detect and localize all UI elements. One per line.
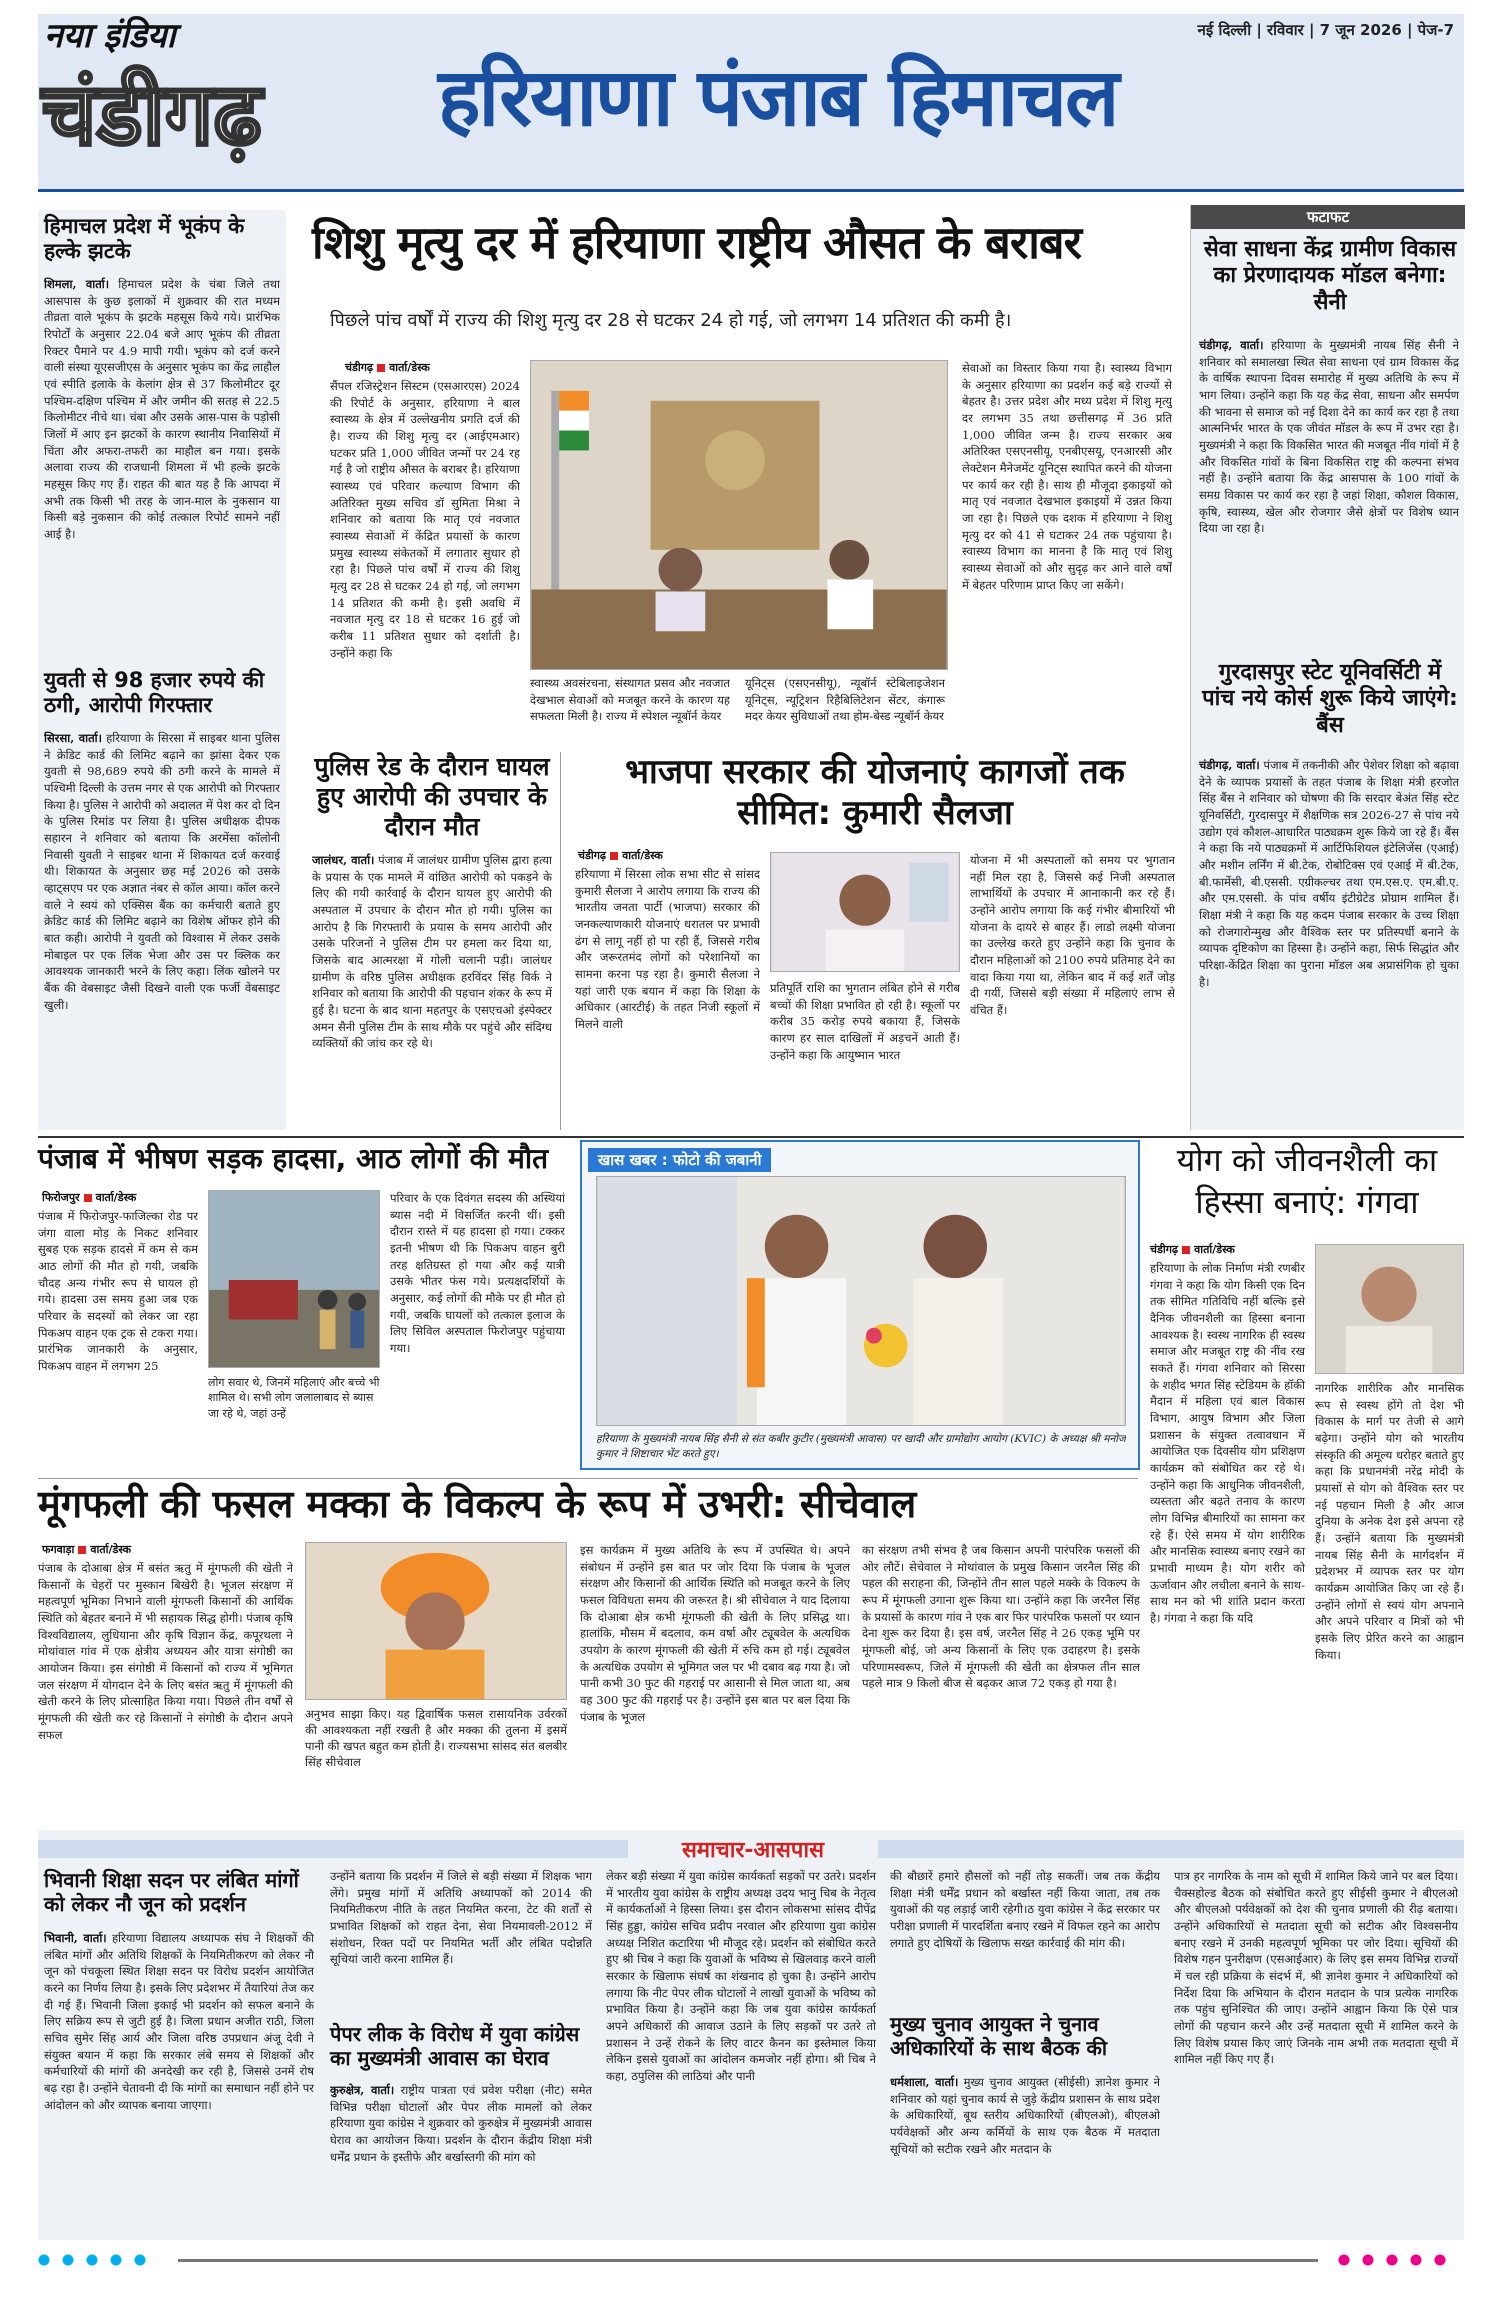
selja-byline: चंडीगढ़ वार्ता/डेस्क	[578, 849, 663, 862]
region-title: हरियाणा पंजाब हिमाचल	[438, 51, 1118, 144]
dateline: नई दिल्ली | रविवार | 7 जून 2026 | पेज-7	[1197, 21, 1454, 39]
peanut-caption: अनुभव साझा किए। यह द्विवार्षिक फसल रासायनिक उर्वरकों की आवश्यकता नहीं रखती है और मक्का की तुलना में इसमें पानी की खपत बहुत कम होती है। राज्यसभा सांसद संत बलबीर सिंह सीचेवाल	[305, 1707, 567, 1770]
photo-image	[596, 1176, 1126, 1426]
samachar-banner: समाचार-आसपास	[682, 1838, 824, 1863]
photo-caption: हरियाणा के मुख्यमंत्री नायब सिंह सैनी से संत कबीर कुटीर (मुख्यमंत्री आवास) पर खादी और ग्रामोद्योग आयोग (KVIC) के अध्यक्ष श्री मनोज कुमार ने शिष्टाचार भेंट करते हुए।	[596, 1433, 1126, 1460]
samachar-bar-right	[878, 1840, 1464, 1858]
peanut-col3: इस कार्यक्रम में मुख्य अतिथि के रूप में उपस्थित थे। अपने संबोधन में उन्होंने इस बात पर जोर दिया कि पंजाब के भूजल संरक्षण और किसानों की आर्थिक स्थिति को मजबूत करने के लिए फसल विविधता समय की जरूरत है। श्री सीचेवाल ने याद दिलाया कि दोआबा क्षेत्र कभी मूंगफली की खेती के लिए प्रसिद्ध था। हालांकि, मौसम में बदलाव, कम वर्षा और ट्यूबवेल के अत्यधिक उपयोग के कारण मूंगफली की खेती में रुचि कम हो गई। ट्यूबवेल के अत्यधिक उपयोग से भूमिगत जल पर भी दबाव बढ़ गया है। जो पानी कभी 30 फुट की गहराई पर आसानी से मिल जाता था, अब वह 300 फुट की गहराई पर है। उन्होंने इस बात पर बल दिया कि पंजाब के भूजल	[580, 1543, 850, 1724]
fatafat-h2: गुरदासपुर स्टेट यूनिवर्सिटी में पांच नये कोर्स शुरू किये जाएंगे: बैंस	[1202, 660, 1458, 738]
footer-registration	[38, 2250, 1464, 2270]
cmyk-dots-left	[38, 2254, 158, 2266]
greeting-photo-icon	[597, 1177, 1125, 1425]
lead-photo	[530, 360, 948, 670]
lead-col4: सेवाओं का विस्तार किया गया है। स्वास्थ्य विभाग के अनुसार हरियाणा का प्रदर्शन कई बड़े राज्यों से बेहतर है। उत्तर प्रदेश और मध्य प्रदेश में शिशु मृत्यु दर लगभग 35 तथा छत्तीसगढ़ में 36 प्रति 1,000 जीवित जन्म है। राज्य सरकार अब अतिरिक्त एसएनसीयू, एनबीएसयू, एनआरसी और लेक्टेशन मैनेजमेंट यूनिट्स स्थापित करने की योजना पर कार्य कर रही है। साथ ही मौजूदा इकाइयों को मातृ एवं नवजात देखभाल इकाइयों में उन्नत किया जा रहा है। पिछले एक दशक में हरियाणा ने शिशु मृत्यु दर को 41 से घटाकर 24 तक पहुंचाया है। स्वास्थ्य विभाग का मानना है कि मातृ एवं शिशु स्वास्थ्य सेवाओं को और सुदृढ़ कर आने वाले वर्षों में बेहतर परिणाम प्राप्त किए जा सकेंगे।	[962, 361, 1172, 592]
yoga-headline: योग को जीवनशैली का हिस्सा बनाएं: गंगवा	[1176, 1141, 1438, 1221]
left-column	[38, 210, 286, 1130]
photo-banner: खास खबर : फोटो की जबानी	[588, 1148, 771, 1172]
photo-box	[580, 1140, 1140, 1470]
accident-col3: परिवार के एक दिवंगत सदस्य की अस्थियां ब्यास नदी में विसर्जित करनी थीं। इसी दौरान रास्ते में यह हादसा हो गया। टक्कर इतनी भीषण थी कि पिकअप वाहन बुरी तरह क्षतिग्रस्त हो गया और कई यात्री उसके भीतर फंस गये। प्रत्यक्षदर्शियों के अनुसार, कई लोगों की मौके पर ही मौत हो गयी, जबकि घायलों को तत्काल इलाज के लिए सिविल अस्पताल फिरोजपुर पहुंचाया गया।	[390, 1191, 565, 1356]
selja-headline: भाजपा सरकार की योजनाएं कागजों तक सीमित: कुमारी सैलजा	[625, 752, 1125, 833]
fatafat-b1: चंडीगढ़, वार्ता। हरियाणा के मुख्यमंत्री नायब सिंह सैनी ने शनिवार को समालखा स्थित सेवा साधना एवं ग्राम विकास केंद्र के वार्षिक स्थापना दिवस समारोह में मुख्य अतिथि के रूप में भाग लिया। उन्होंने कहा कि यह केंद्र सेवा, साधना और समर्पण की भावना से समाज को नई दिशा देने का कार्य कर रहा है तथा आत्मनिर्भर भारत के एक जीवंत मॉडल के रूप में उभर रहा है। मुख्यमंत्री ने कहा कि विकसित भारत की मजबूत नींव गांवों में है और विकसित गांवों के बिना विकसित राष्ट्र की कल्पना संभव नहीं है। उन्होंने बताया कि केंद्र आसपास के 100 गांवों के समग्र विकास पर कार्य कर रहा है जहां शिक्षा, कौशल विकास, कृषि, स्वास्थ्य, खेल और रोजगार जैसे क्षेत्रों पर विशेष ध्यान दिया जा रहा है।	[1199, 338, 1459, 536]
s1-headline: भिवानी शिक्षा सदन पर लंबित मांगों को लेकर नौ जून को प्रदर्शन	[44, 1868, 299, 1916]
selja-photo	[770, 852, 960, 972]
lead-col1: सैंपल रजिस्ट्रेशन सिस्टम (एसआरएस) 2024 की रिपोर्ट के अनुसार, हरियाणा ने बाल स्वास्थ्य के क्षेत्र में उल्लेखनीय प्रगति दर्ज की है। राज्य की शिशु मृत्यु दर (आईएमआर) घटकर प्रति 1,000 जीवित जन्मों पर 24 रह गई है जो राष्ट्रीय औसत के बराबर है। हरियाणा स्वास्थ्य एवं परिवार कल्याण विभाग की अतिरिक्त मुख्य सचिव डॉ सुमिता मिश्रा ने शनिवार को बताया कि मातृ एवं नवजात स्वास्थ्य सेवाओं में केंद्रित प्रयासों के कारण प्रमुख स्वास्थ्य संकेतकों में लगातार सुधार हो रहा है। पिछले पांच वर्षों में राज्य की शिशु मृत्यु दर 28 से घटकर 24 हो गई, जो लगभग 14 प्रतिशत की कमी है। इसी अवधि में नवजात मृत्यु दर 18 से घटकर 16 हुई जो करीब 11 प्रतिशत सुधार को दर्शाती है। उन्होंने कहा कि	[330, 379, 520, 660]
yoga-byline: चंडीगढ़ वार्ता/डेस्क	[1150, 1243, 1235, 1256]
divider-v1	[560, 752, 561, 1130]
s3-col5: पात्र हर नागरिक के नाम को सूची में शामिल किये जाने पर बल दिया। चैक्सहोल्ड बैठक को संबोधित करते हुए सीईसी कुमार ने बीएलओ और बीएलओ पर्यवेक्षकों को देश की चुनाव प्रणाली की रीढ़ बताया। उन्होंने अधिकारियों से मतदाता सूची को सटीक और विश्वसनीय बनाए रखने में उनकी महत्वपूर्ण भूमिका पर जोर दिया। सूचियों की विशेष गहन पुनरीक्षण (एसआईआर) के लिए इस समय विभिन्न राज्यों में चल रही प्रक्रिया के संदर्भ में, श्री ज्ञानेश कुमार ने अधिकारियों को निर्देश दिया कि अभियान के दौरान मतदान के पात्र प्रत्येक नागरिक तक पहुंच सुनिश्चित की जाए। उन्होंने आह्वान किया कि ऐसे पात्र लोगों की पहचान करने और उन्हें मतदाता सूची में शामिल करने के लिए विशेष प्रयास किए जाएं जिनके नाम अभी तक मतदाता सूची में शामिल नहीं किए गए हैं।	[1174, 1869, 1458, 2067]
accident-headline: पंजाब में भीषण सड़क हादसा, आठ लोगों की मौत	[38, 1142, 549, 1175]
story2-headline: युवती से 98 हजार रुपये की ठगी, आरोपी गिरफ्तार	[44, 668, 265, 718]
accident-caption: लोग सवार थे, जिनमें महिलाएं और बच्चे भी शामिल थे। सभी लोग जलालाबाद से ब्यास जा रहे थे, जहां उन्हें	[208, 1376, 380, 1420]
lead-under2: यूनिट्स (एसएनसीयू), न्यूबॉर्न स्टेबिलाइजेशन यूनिट्स, न्यूट्रिशन रिहैबिलिटेशन सेंटर, कंगारू मदर केयर सुविधाओं तथा होम-बेस्ड न्यूबॉर्न केयर	[745, 676, 945, 724]
samachar-section	[38, 1830, 1464, 2240]
s2-headline: पेपर लीक के विरोध में युवा कांग्रेस का मुख्यमंत्री आवास का घेराव	[330, 2022, 580, 2070]
story1-body: शिमला, वार्ता। हिमाचल प्रदेश के चंबा जिले तथा आसपास के कुछ इलाकों में शुक्रवार की रात मध्यम तीव्रता वाले भूकंप के झटके महसूस किये गये। प्रारंभिक रिपोर्टों के अनुसार 22.04 बजे आए भूकंप की तीव्रता रिक्टर पैमाने पर 4.9 मापी गयी। भूकंप को दर्ज करने वाली संस्था यूएसजीएस के अनुसार भूकंप का केंद्र लाहौल एवं स्पीति इलाके के केलांग क्षेत्र से 37 किलोमीटर दूर पश्चिम-दक्षिण पश्चिम में और जमीन की सतह से 22.5 किलोमीटर नीचे था। चंबा और उसके आस-पास के पड़ोसी जिलों में आए इन झटकों के कारण स्थानीय निवासियों में चिंता और अफरा-तफरी का माहौल बन गया। इसके अलावा राज्य की राजधानी शिमला में भी हल्के झटके महसूस किए गए हैं। राहत की बात यह है कि आपदा में अभी तक किसी भी तरह के जान-माल के नुकसान या किसी बड़े नुकसान की कोई तत्काल रिपोर्ट सामने नहीं आई है।	[44, 277, 280, 542]
portrait-photo-icon	[306, 1543, 566, 1699]
divider-h1	[38, 1136, 1464, 1138]
peanut-photo	[305, 1542, 567, 1700]
fatafat-b2: चंडीगढ़, वार्ता। पंजाब में तकनीकी और पेशेवर शिक्षा को बढ़ावा देने के व्यापक प्रयासों के तहत पंजाब के शिक्षा मंत्री हरजोत सिंह बैंस ने शनिवार को घोषणा की कि सरदार बेअंत सिंह स्टेट यूनिवर्सिटी, गुरदासपुर में शैक्षणिक सत्र 2026-27 से पांच नये उद्योग एवं कौशल-आधारित पाठ्यक्रम शुरू किये जा रहे हैं। बैंस ने कहा कि नये पाठ्यक्रमों में आर्टिफिशियल इंटेलिजेंस (एआई) और मशीन लर्निंग में बी.टेक, रोबोटिक्स एवं एआई में बी.टेक, बी.फार्मेसी, बी.एससी. एग्रीकल्चर तथा एम.एस.ए. एम.बी.ए. और एम.एससी. के पांच वर्षीय इंटीग्रेटेड प्रोग्राम शामिल हैं। शिक्षा मंत्री ने कहा कि यह कदम पंजाब सरकार के उच्च शिक्षा को रोजगारोन्मुख और वैश्विक स्तर पर प्रतिस्पर्धी बनाने के व्यापक दृष्टिकोण का हिस्सा है। उन्होंने कहा, सिर्फ सिद्धांत और परिक्षा-केंद्रित शिक्षा का पुराना मॉडल अब अप्रासंगिक हो चुका है।	[1199, 758, 1459, 989]
cmyk-dots-right	[1338, 2254, 1458, 2266]
s2-col3: लेकर बड़ी संख्या में युवा कांग्रेस कार्यकर्ता सड़कों पर उतरे। प्रदर्शन में भारतीय युवा कांग्रेस के राष्ट्रीय अध्यक्ष उदय भानु चिब के नेतृत्व में कार्यकर्ताओं ने हिस्सा लिया। इस दौरान लोकसभा सांसद दीपेंद्र सिंह हुड्डा, कांग्रेस सचिव प्रदीप नरवाल और हरियाणा युवा कांग्रेस अध्यक्ष निशित कटारिया भी मौजूद रहे। प्रदर्शन को संबोधित करते हुए श्री चिब ने कहा कि युवाओं के भविष्य से खिलवाड़ करने वाली सरकार के खिलाफ संघर्ष का शंखनाद हो चुका है। उन्होंने आरोप लगाया कि नीट पेपर लीक घोटालों ने लाखों युवाओं के भविष्य को प्रभावित किया है। उन्होंने कहा कि जब युवा कांग्रेस कार्यकर्ता अपने अधिकारों की आवाज उठाने के लिए सड़कों पर उतरे तो प्रशासन ने उन्हें रोकने के लिए वाटर कैनन का इस्तेमाल किया लेकिन इससे युवाओं का आंदोलन कमजोर नहीं होगा। श्री चिब ने कहा, ठपुलिस की लाठियां और पानी	[606, 1869, 876, 2084]
fatafat-column	[1190, 205, 1464, 1130]
s1-col2: उन्होंने बताया कि प्रदर्शन में जिले से बड़ी संख्या में शिक्षक भाग लेंगे। प्रमुख मांगों में अतिथि अध्यापकों को 2014 की नियमितीकरण नीति के तहत नियमित करना, टेट की शर्तों से प्रभावित शिक्षकों को राहत देना, सेवा नियमावली-2012 में संशोधन, रिक्त पदों पर नियमित भर्ती और लंबित पदोन्नति सूचियां जारी करना शामिल हैं।	[330, 1869, 592, 1967]
samachar-bar-left	[38, 1840, 628, 1858]
yoga-col2: नागरिक शारीरिक और मानसिक रूप से स्वस्थ होंगे तो देश भी विकास के मार्ग पर तेजी से आगे बढ़ेगा। उन्होंने योग को भारतीय संस्कृति की अमूल्य धरोहर बताते हुए कहा कि प्रधानमंत्री नरेंद्र मोदी के प्रयासों से योग को वैश्विक स्तर पर नई पहचान मिली है और आज दुनिया के अनेक देश इसे अपना रहे हैं। उन्होंने बताया कि मुख्यमंत्री नायब सिंह सैनी के मार्गदर्शन में प्रदेशभर में व्यापक स्तर पर योग कार्यक्रम आयोजित किए जा रहे हैं। उन्होंने लोगों से स्वयं योग अपनाने और अपने परिवार व मित्रों को भी इसके लिए प्रेरित करने का आह्वान किया।	[1315, 1381, 1464, 1662]
story2-body: सिरसा, वार्ता। हरियाणा के सिरसा में साइबर थाना पुलिस ने क्रेडिट कार्ड की लिमिट बढ़ाने का झांसा देकर एक युवती से 98,689 रुपये की ठगी करने के मामले में पश्चिमी दिल्ली के उत्तम नगर से एक आरोपी को गिरफ्तार किया है। पुलिस ने आरोपी को अदालत में पेश कर दो दिन के पुलिस रिमांड पर लिया है। पुलिस अधीक्षक दीपक सहारन ने शनिवार को बताया कि अरमेंसा कॉलोनी निवासी युवती ने साइबर थाना में शिकायत दर्ज करवाई थी। शिकायत के अनुसार छह मई 2026 को उसके व्हाट्सएप पर एक अज्ञात नंबर से कॉल आया। कॉल करने वाले ने स्वयं को एक्सिस बैंक का कर्मचारी बताते हुए क्रेडिट कार्ड की लिमिट बढ़ाने का विशेष ऑफर होने की बात कही। आरोपी ने युवती को विश्वास में लेकर उसके मोबाइल पर एक लिंक भेजा और उस पर क्लिक कर आवश्यक जानकारी भरने के लिए कहा। लिंक खोलने पर बैंक की वेबसाइट जैसी दिखने वाली एक फर्जी वेबसाइट खुली।	[44, 731, 280, 1012]
accident-scene-icon	[209, 1191, 379, 1367]
footer-rule	[178, 2259, 1318, 2262]
accident-byline: फिरोजपुर वार्ता/डेस्क	[42, 1191, 137, 1204]
s1-col1: भिवानी, वार्ता। हरियाणा विद्यालय अध्यापक संघ ने शिक्षकों की लंबित मांगों और अतिथि शिक्षकों के नियमितीकरण को लेकर नौ जून को पंचकूला स्थित शिक्षा सदन पर विरोध प्रदर्शन आयोजित करने का निर्णय लिया है। इसके लिए प्रदेशभर में तैयारियां तेज कर दी गई हैं। भिवानी जिला इकाई भी प्रदर्शन को सफल बनाने के लिए सक्रिय रूप से जुटी हुई है। जिला प्रधान अजीत राठी, जिला सचिव सुमेर सिंह आर्य और जिला वरिष्ठ उपप्रधान अंजू देवी ने संयुक्त बयान में कहा कि सरकार लंबे समय से शिक्षकों और कर्मचारियों की मांगों की अनदेखी कर रही है, जिससे उनमें रोष बढ़ रहा है। उन्होंने चेतावनी दी कि मांगों का समाधान नहीं होने पर आंदोलन को और व्यापक बनाया जाएगा।	[44, 1931, 314, 2112]
selja-col1: हरियाणा में सिरसा लोक सभा सीट से सांसद कुमारी सैलजा ने आरोप लगाया कि राज्य की भारतीय जनता पार्टी (भाजपा) सरकार की जनकल्याणकारी योजनाएं धरातल पर प्रभावी ढंग से लागू नहीं हो पा रही हैं, जिससे गरीब और जरूरतमंद लोगों को परेशानियों का सामना करना पड़ रहा है। कुमारी सैलजा ने यहां जारी एक बयान में कहा कि शिक्षा के अधिकार (आरटीई) के तहत निजी स्कूलों में मिलने वाली	[575, 867, 760, 1032]
lead-subhead: पिछले पांच वर्षों में राज्य की शिशु मृत्यु दर 28 से घटकर 24 हो गई, जो लगभग 14 प्रतिशत की कमी है।	[330, 310, 1012, 331]
accident-photo	[208, 1190, 380, 1368]
selja-col2: प्रतिपूर्ति राशि का भुगतान लंबित होने से गरीब बच्चों की शिक्षा प्रभावित हो रही है। स्कूलों पर करीब 35 करोड़ रुपये बकाया हैं, जिसके कारण हर साल दाखिलों में अड़चनें आती हैं। उन्होंने कहा कि आयुष्मान भारत	[770, 981, 960, 1062]
peanut-headline: मूंगफली की फसल मक्का के विकल्प के रूप में उभरी: सीचेवाल	[38, 1482, 917, 1526]
fatafat-tag: फटाफट	[1191, 205, 1465, 229]
s3-col4: धर्मशाला, वार्ता। मुख्य चुनाव आयुक्त (सीईसी) ज्ञानेश कुमार ने शनिवार को यहां चुनाव कार्य से जुड़े केंद्रीय प्रशासन के साथ प्रदेश के अधिकारियों, बूथ स्तरीय अधिकारियों (बीएलओ), बीएलओ पर्यवेक्षकों और अन्य कर्मियों के साथ एक बैठक में मतदाता सूचियों को सटीक रखने और मतदान के	[890, 2075, 1160, 2156]
meeting-photo-icon	[531, 361, 947, 669]
s2-col2: कुरुक्षेत्र, वार्ता। राष्ट्रीय पात्रता एवं प्रवेश परीक्षा (नीट) समेत विभिन्न परीक्षा घोटालों और पेपर लीक मामलों को लेकर हरियाणा युवा कांग्रेस ने शुक्रवार को कुरुक्षेत्र में मुख्यमंत्री आवास घेराव का आयोजन किया। प्रदर्शन के दौरान केंद्रीय शिक्षा मंत्री धर्मेंद्र प्रधान के इस्तीफे और बर्खास्तगी की मांग को	[330, 2083, 592, 2164]
accident-col1: पंजाब में फिरोजपुर-फाजिल्का रोड पर जंगा वाला मोड़ के निकट शनिवार सुबह एक सड़क हादसे में कम से कम आठ लोगों की मौत हो गयी, जबकि चौदह अन्य गंभीर रूप से घायल हो गये। हादसा उस समय हुआ जब एक परिवार के सदस्यों को लेकर जा रहा पिकअप वाहन एक ट्रक से टकरा गया। प्रारंभिक जानकारी के अनुसार, पिकअप वाहन में लगभग 25	[38, 1209, 198, 1374]
lead-under1: स्वास्थ्य अवसंरचना, संस्थागत प्रसव और नवजात देखभाल सेवाओं को मजबूत करने के कारण यह सफलता मिली है। राज्य में स्पेशल न्यूबॉर्न केयर	[530, 676, 730, 724]
yoga-photo	[1315, 1244, 1464, 1374]
police-body: जालंधर, वार्ता। पंजाब में जालंधर ग्रामीण पुलिस द्वारा हत्या के प्रयास के एक मामले में वांछित आरोपी को पकड़ने के लिए की गयी कार्रवाई के दौरान घायल हुए आरोपी की अस्पताल में उपचार के दौरान मौत हो गयी। पुलिस का आरोप है कि गिरफ्तारी के प्रयास के समय आरोपी और उसके परिजनों ने पुलिस टीम पर हमला कर दिया था, जिसके बाद आत्मरक्षा में गोली चलानी पड़ी। जालंधर ग्रामीण के वरिष्ठ पुलिस अधीक्षक हरविंदर सिंह विर्क ने शनिवार को बताया कि आरोपी की पहचान शंकर के रूप में हुई है। घटना के बाद थाना महतपुर के एसएचओ इंस्पेक्टर अमन सैनी पुलिस टीम के साथ मौके पर पहुंचे और संदिग्ध व्यक्तियों की जांच कर रहे थे।	[312, 853, 552, 1051]
brand-logo: नया इंडिया	[44, 16, 176, 56]
fatafat-h1: सेवा साधना केंद्र ग्रामीण विकास का प्रेरणादायक मॉडल बनेगा: सैनी	[1203, 237, 1457, 315]
lead-byline: चंडीगढ़ वार्ता/डेस्क	[345, 361, 430, 374]
peanut-col4: का संरक्षण तभी संभव है जब किसान अपनी पारंपरिक फसलों की ओर लौटें। सेचेवाल ने मोथांवाल के प्रमुख किसान जरनैल सिंह की पहल की सराहना की, जिन्होंने तीन साल पहले मक्के के विकल्प के रूप में मूंगफली उगाना शुरू किया था। उन्होंने कहा कि जरनैल सिंह के प्रयासों के कारण गांव ने एक बार फिर पारंपरिक फसलों पर ध्यान देना शुरू कर दिया है। इस वर्ष, जरनैल सिंह ने 26 एकड़ भूमि पर मूंगफली बोई, जो अन्य किसानों के लिए एक उदाहरण है। इसके परिणामस्वरूप, जिले में मूंगफली की खेती का क्षेत्रफल तीन साल पहले मात्र 9 किलो बीज से बढ़कर आज 72 एकड़ हो गया है।	[862, 1543, 1140, 1691]
story1-headline: हिमाचल प्रदेश में भूकंप के हल्के झटके	[44, 214, 245, 264]
portrait-photo-icon	[1316, 1245, 1463, 1373]
yoga-col1: हरियाणा के लोक निर्माण मंत्री रणबीर गंगवा ने कहा कि योग किसी एक दिन तक सीमित गतिविधि नहीं बल्कि इसे दैनिक जीवनशैली का हिस्सा बनाना आवश्यक है। स्वस्थ नागरिक ही स्वस्थ समाज और मजबूत राष्ट्र की नींव रख सकते हैं। गंगवा शनिवार को सिरसा के शहीद भगत सिंह स्टेडियम के हॉकी मैदान में महिला एवं बाल विकास विभाग, आयुष विभाग और जिला प्रशासन के संयुक्त तत्वावधान में आयोजित एक दिवसीय योग प्रशिक्षण कार्यक्रम को संबोधित कर रहे थे। उन्होंने कहा कि आधुनिक जीवनशैली, व्यस्तता और बढ़ते तनाव के कारण लोग विभिन्न बीमारियों का सामना कर रहे हैं। ऐसे समय में योग शारीरिक और मानसिक स्वास्थ्य बनाए रखने का प्रभावी माध्यम है। योग शरीर को ऊर्जावान और लचीला बनाने के साथ-साथ मन को भी शांति प्रदान करता है। गंगवा ने कहा कि यदि	[1150, 1261, 1305, 1626]
peanut-byline: फगवाड़ा वार्ता/डेस्क	[42, 1543, 132, 1556]
s2-col4: की बौछारें हमारे हौसलों को नहीं तोड़ सकतीं। जब तक केंद्रीय शिक्षा मंत्री धर्मेंद्र प्रधान को बर्खास्त नहीं किया जाता, तब तक युवाओं की यह लड़ाई जारी रहेगी।ठ युवा कांग्रेस ने केंद्र सरकार पर परीक्षा प्रणाली में पारदर्शिता बनाए रखने में विफल रहने का आरोप लगाते हुए दोषियों के खिलाफ सख्त कार्रवाई की मांग की।	[890, 1869, 1160, 1950]
divider-h2	[38, 1478, 1138, 1479]
portrait-photo-icon	[771, 853, 959, 971]
city-name: चंडीगढ़	[42, 64, 262, 165]
s3-headline: मुख्य चुनाव आयुक्त ने चुनाव अधिकारियों के साथ बैठक की	[890, 2012, 1108, 2060]
masthead	[38, 14, 1464, 192]
police-headline: पुलिस रेड के दौरान घायल हुए आरोपी की उपचार के दौरान मौत	[314, 752, 550, 841]
lead-headline: शिशु मृत्यु दर में हरियाणा राष्ट्रीय औसत के बराबर	[312, 216, 1081, 269]
selja-col3: योजना में भी अस्पतालों को समय पर भुगतान नहीं मिल रहा है, जिससे कई निजी अस्पताल लाभार्थियों के उपचार में आनाकानी कर रहे हैं। उन्होंने आरोप लगाया कि कई गंभीर बीमारियों भी योजना के दायरे से बाहर हैं। लाडो लक्ष्मी योजना का उल्लेख करते हुए उन्होंने कहा कि चुनाव के दौरान महिलाओं को 2100 रुपये प्रतिमाह देने का वादा किया गया था, लेकिन बाद में कई शर्तें जोड़ दी गयीं, जिससे बड़ी संख्या में महिलाएं लाभ से वंचित हैं।	[970, 853, 1175, 1018]
peanut-col1: पंजाब के दोआबा क्षेत्र में बसंत ऋतु में मूंगफली की खेती ने किसानों के चेहरों पर मुस्कान बिखेरी है। भूजल संरक्षण में महत्वपूर्ण भूमिका निभाने वाली मूंगफली किसानों की आर्थिक स्थिति को बेहतर बनाने में भी सहायक सिद्ध होगी। पंजाब कृषि विश्वविद्यालय, लुधियाना और कृषि विज्ञान केंद्र, कपूरथला ने मोथांवाल गांव में एक क्षेत्रीय अध्ययन और यात्रा संगोष्ठी का आयोजन किया। इस संगोष्ठी में किसानों को राज्य में भूमिगत जल संरक्षण में योगदान देने के लिए बसंत ऋतु में मूंगफली की खेती करने के लिए प्रोत्साहित किया गया। पिछले तीन वर्षों से मूंगफली की खेती कर रहे किसानों ने संगोष्ठी के दौरान अपने सफल	[38, 1561, 293, 1742]
